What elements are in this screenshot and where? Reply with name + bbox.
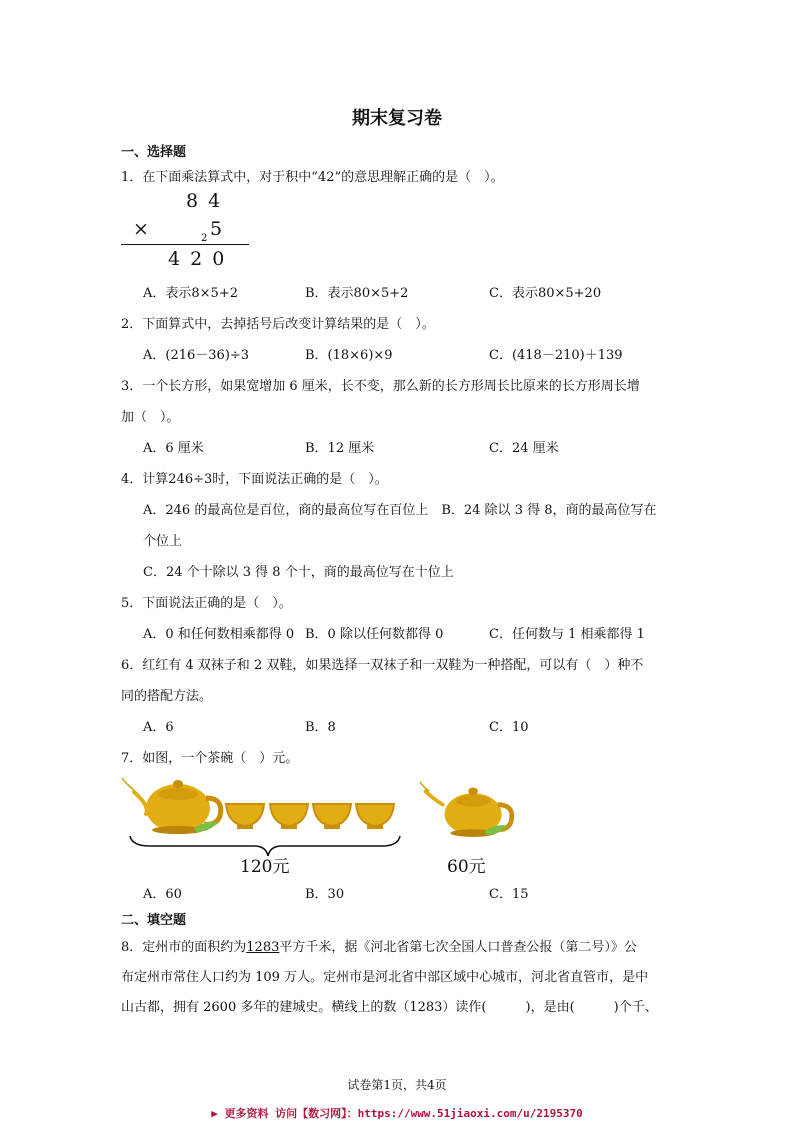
bowl-icon — [226, 804, 264, 829]
price-label-right: 60元 — [447, 857, 486, 877]
page-title: 期末复习卷 — [352, 108, 442, 129]
mult-carry: 2 — [201, 233, 208, 244]
question-5-stem: 5．下面说法正确的是（ ）。 — [121, 596, 292, 611]
q2-option-b: B．(18×6)×9 — [305, 348, 393, 363]
q1-option-a: A．表示8×5+2 — [143, 286, 238, 301]
q4-option-line1: A．246 的最高位是百位，商的最高位写在百位上 B．24 除以 3 得 8，商的最高位写在 — [143, 503, 657, 518]
question-6-stem-line2: 同的搭配方法。 — [121, 689, 213, 704]
question-4-stem: 4．计算246÷3时，下面说法正确的是（ ）。 — [121, 472, 388, 487]
q1-option-c: C．表示80×5+20 — [489, 286, 602, 301]
q5-option-c: C．任何数与 1 相乘都得 1 — [489, 627, 645, 642]
mult-rule — [121, 244, 249, 245]
bowl-icon — [313, 804, 351, 829]
question-6-stem-line1: 6．红红有 4 双袜子和 2 双鞋，如果选择一双袜子和一双鞋为一种搭配，可以有（ ）种不 — [121, 658, 644, 673]
teapot-icon — [122, 778, 221, 834]
mult-multiplier: 5 — [210, 218, 223, 240]
q7-option-c: C．15 — [489, 887, 529, 902]
price-label-left: 120元 — [240, 857, 290, 877]
question-7-stem: 7．如图，一个茶碗（ ）元。 — [121, 751, 299, 766]
mult-operator: × — [133, 218, 149, 240]
q3-option-c: C．24 厘米 — [489, 441, 559, 456]
question-8-line2: 布定州市常住人口约为 109 万人。定州市是河北省中部区域中心城市，河北省直管市，是中 — [121, 970, 649, 985]
teapot-icon — [420, 782, 512, 837]
question-8-line1 — [121, 936, 637, 955]
section-fill: 二、填空题 — [121, 913, 187, 928]
section-choice: 一、选择题 — [121, 145, 187, 160]
q7-option-b: B．30 — [305, 887, 345, 902]
question-3-stem-line2: 加（ ）。 — [121, 410, 180, 425]
bowl-icon — [270, 804, 308, 829]
q4-option-line3: C．24 个十除以 3 得 8 个十，商的最高位写在十位上 — [143, 565, 454, 580]
q1-option-b: B．表示80×5+2 — [305, 286, 409, 301]
q8-line1-prefix: 8．定州市的面积约为 — [121, 940, 247, 955]
page-footer: 试卷第1页，共4页 — [347, 1078, 447, 1092]
q7-option-a: A．60 — [143, 887, 182, 902]
q5-option-a: A．0 和任何数相乘都得 0 — [143, 627, 295, 642]
mult-top: 8 4 — [186, 190, 223, 212]
q4-option-line2: 个位上 — [143, 534, 183, 549]
q6-option-b: B．8 — [305, 720, 336, 735]
q3-option-b: B．12 厘米 — [305, 441, 375, 456]
question-1-stem: 1．在下面乘法算式中，对于积中“42”的意思理解正确的是（ ）。 — [121, 170, 504, 185]
q6-option-a: A．6 — [143, 720, 174, 735]
question-2-stem: 2．下面算式中，去掉括号后改变计算结果的是（ ）。 — [121, 317, 435, 332]
q8-line1-suffix: 平方千米，据《河北省第七次全国人口普查公报（第二号）》公 — [279, 940, 637, 955]
resource-link[interactable]: ▶ 更多资料 访问【数习网】：https://www.51jiaoxi.com/u/2195370 — [211, 1107, 583, 1120]
q8-underlined-number: 1283 — [246, 940, 280, 955]
bowl-icon — [356, 804, 394, 829]
q6-option-c: C．10 — [489, 720, 529, 735]
question-8-line3: 山古都，拥有 2600 多年的建城史。横线上的数（1283）读作( )，是由( )个千、 — [121, 1000, 658, 1015]
question-3-stem-line1: 3．一个长方形，如果宽增加 6 厘米，长不变，那么新的长方形周长比原来的长方形周长增 — [121, 379, 640, 394]
q2-option-a: A．(216－36)÷3 — [143, 348, 250, 363]
q3-option-a: A．6 厘米 — [143, 441, 204, 456]
q2-option-c: C．(418－210)＋139 — [489, 348, 623, 363]
mult-result: 4 2 0 — [168, 248, 227, 270]
q5-option-b: B．0 除以任何数都得 0 — [305, 627, 444, 642]
